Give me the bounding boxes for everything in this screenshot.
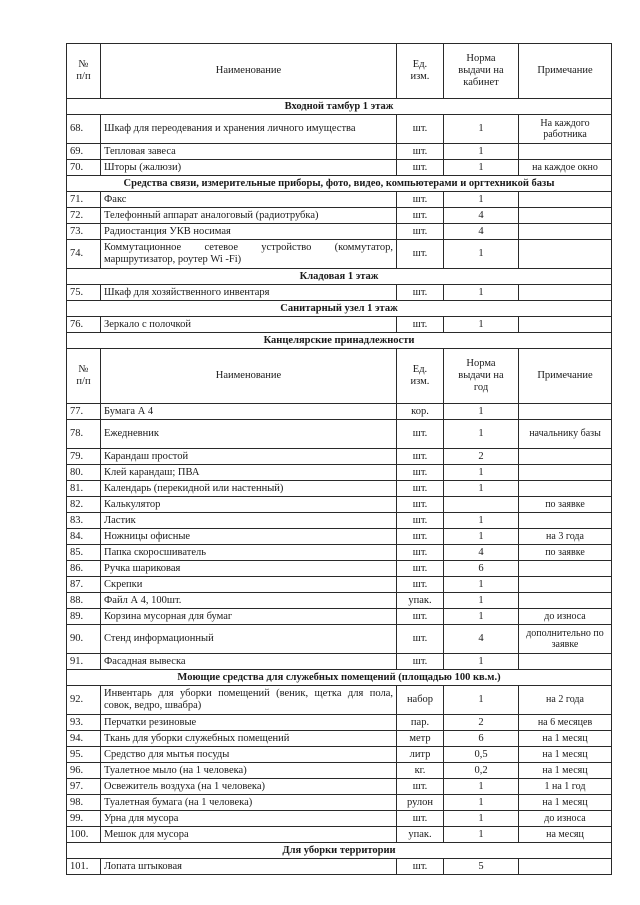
row-note: на 1 месяц bbox=[519, 731, 612, 747]
row-note bbox=[519, 240, 612, 269]
row-name: Календарь (перекидной или настенный) bbox=[101, 481, 397, 497]
row-name: Телефонный аппарат аналоговый (радиотрубка) bbox=[101, 208, 397, 224]
row-num: 83. bbox=[67, 513, 101, 529]
row-num: 96. bbox=[67, 763, 101, 779]
section-row bbox=[67, 843, 612, 859]
row-num: 78. bbox=[67, 420, 101, 449]
header-name: Наименование bbox=[101, 44, 397, 99]
row-norm: 1 bbox=[444, 795, 519, 811]
table-row bbox=[67, 593, 612, 609]
row-norm: 1 bbox=[444, 160, 519, 176]
row-norm: 0,2 bbox=[444, 763, 519, 779]
row-num: 93. bbox=[67, 715, 101, 731]
row-name: Шторы (жалюзи) bbox=[101, 160, 397, 176]
row-norm: 4 bbox=[444, 625, 519, 654]
row-unit: шт. bbox=[397, 449, 444, 465]
row-note: до износа bbox=[519, 609, 612, 625]
section-row bbox=[67, 99, 612, 115]
row-unit: кг. bbox=[397, 763, 444, 779]
table-row bbox=[67, 513, 612, 529]
row-unit: литр bbox=[397, 747, 444, 763]
row-note: на 3 года bbox=[519, 529, 612, 545]
table-row bbox=[67, 481, 612, 497]
row-norm: 1 bbox=[444, 529, 519, 545]
table-row bbox=[67, 747, 612, 763]
section-row bbox=[67, 176, 612, 192]
row-note bbox=[519, 144, 612, 160]
table-row bbox=[67, 545, 612, 561]
row-unit: шт. bbox=[397, 208, 444, 224]
row-note bbox=[519, 224, 612, 240]
row-name: Скрепки bbox=[101, 577, 397, 593]
row-num: 70. bbox=[67, 160, 101, 176]
table-row bbox=[67, 654, 612, 670]
row-unit: упак. bbox=[397, 827, 444, 843]
row-note: на 2 года bbox=[519, 686, 612, 715]
row-name: Мешок для мусора bbox=[101, 827, 397, 843]
row-num: 100. bbox=[67, 827, 101, 843]
table-row bbox=[67, 240, 612, 269]
row-name: Ластик bbox=[101, 513, 397, 529]
header-num: № п/п bbox=[67, 349, 101, 404]
row-num: 71. bbox=[67, 192, 101, 208]
table-row bbox=[67, 859, 612, 875]
table-row bbox=[67, 731, 612, 747]
header-norm: Норма выдачи на год bbox=[444, 349, 519, 404]
table-row bbox=[67, 763, 612, 779]
table-row bbox=[67, 115, 612, 144]
row-unit: кор. bbox=[397, 404, 444, 420]
table-row bbox=[67, 192, 612, 208]
row-unit: шт. bbox=[397, 654, 444, 670]
table-row bbox=[67, 686, 612, 715]
table-row bbox=[67, 497, 612, 513]
row-num: 89. bbox=[67, 609, 101, 625]
row-name: Урна для мусора bbox=[101, 811, 397, 827]
table-row bbox=[67, 715, 612, 731]
row-name: Ножницы офисные bbox=[101, 529, 397, 545]
row-unit: шт. bbox=[397, 577, 444, 593]
inventory-table bbox=[66, 43, 612, 875]
row-unit: набор bbox=[397, 686, 444, 715]
row-name: Перчатки резиновые bbox=[101, 715, 397, 731]
row-num: 99. bbox=[67, 811, 101, 827]
table-row bbox=[67, 779, 612, 795]
row-name: Ручка шариковая bbox=[101, 561, 397, 577]
row-name: Файл А 4, 100шт. bbox=[101, 593, 397, 609]
row-name: Бумага А 4 bbox=[101, 404, 397, 420]
row-unit: шт. bbox=[397, 513, 444, 529]
row-num: 97. bbox=[67, 779, 101, 795]
table-row bbox=[67, 529, 612, 545]
row-norm: 1 bbox=[444, 240, 519, 269]
row-num: 80. bbox=[67, 465, 101, 481]
row-note bbox=[519, 577, 612, 593]
row-note bbox=[519, 208, 612, 224]
row-note: до износа bbox=[519, 811, 612, 827]
table-row bbox=[67, 465, 612, 481]
header-note: Примечание bbox=[519, 349, 612, 404]
row-name: Инвентарь для уборки помещений (веник, щетка для пола, совок, ведро, швабра) bbox=[101, 686, 397, 715]
row-unit: шт. bbox=[397, 317, 444, 333]
row-norm: 1 bbox=[444, 317, 519, 333]
row-unit: шт. bbox=[397, 465, 444, 481]
section-row bbox=[67, 333, 612, 349]
row-norm: 1 bbox=[444, 609, 519, 625]
row-num: 73. bbox=[67, 224, 101, 240]
table-row bbox=[67, 561, 612, 577]
row-norm: 2 bbox=[444, 715, 519, 731]
row-norm: 4 bbox=[444, 224, 519, 240]
row-norm: 4 bbox=[444, 545, 519, 561]
row-note: по заявке bbox=[519, 545, 612, 561]
row-name: Папка скоросшиватель bbox=[101, 545, 397, 561]
row-note: на 1 месяц bbox=[519, 763, 612, 779]
header-name: Наименование bbox=[101, 349, 397, 404]
row-note: на 1 месяц bbox=[519, 747, 612, 763]
row-unit: шт. bbox=[397, 115, 444, 144]
table-row bbox=[67, 609, 612, 625]
table-header-row bbox=[67, 44, 612, 99]
row-norm: 5 bbox=[444, 859, 519, 875]
table-row bbox=[67, 285, 612, 301]
row-num: 95. bbox=[67, 747, 101, 763]
row-note bbox=[519, 317, 612, 333]
row-norm: 1 bbox=[444, 465, 519, 481]
table-row bbox=[67, 449, 612, 465]
row-name: Коммутационное сетевое устройство (коммутатор, маршрутизатор, роутер Wi -Fi) bbox=[101, 240, 397, 269]
table-row bbox=[67, 160, 612, 176]
row-name: Корзина мусорная для бумаг bbox=[101, 609, 397, 625]
row-unit: шт. bbox=[397, 859, 444, 875]
row-norm: 1 bbox=[444, 404, 519, 420]
row-num: 84. bbox=[67, 529, 101, 545]
row-norm: 1 bbox=[444, 811, 519, 827]
row-note bbox=[519, 859, 612, 875]
row-norm: 1 bbox=[444, 420, 519, 449]
table-row bbox=[67, 404, 612, 420]
row-num: 68. bbox=[67, 115, 101, 144]
header-unit: Ед. изм. bbox=[397, 44, 444, 99]
row-note: по заявке bbox=[519, 497, 612, 513]
row-unit: шт. bbox=[397, 561, 444, 577]
row-unit: рулон bbox=[397, 795, 444, 811]
row-note bbox=[519, 449, 612, 465]
row-norm: 1 bbox=[444, 593, 519, 609]
row-name: Факс bbox=[101, 192, 397, 208]
row-unit: шт. bbox=[397, 420, 444, 449]
row-unit: шт. bbox=[397, 285, 444, 301]
row-num: 90. bbox=[67, 625, 101, 654]
row-unit: шт. bbox=[397, 224, 444, 240]
row-norm: 1 bbox=[444, 481, 519, 497]
section-row bbox=[67, 269, 612, 285]
section-title: Для уборки территории bbox=[67, 843, 612, 859]
row-num: 94. bbox=[67, 731, 101, 747]
row-unit: шт. bbox=[397, 481, 444, 497]
row-note: дополнительно по заявке bbox=[519, 625, 612, 654]
row-note bbox=[519, 654, 612, 670]
row-unit: шт. bbox=[397, 625, 444, 654]
section-row bbox=[67, 670, 612, 686]
table-row bbox=[67, 827, 612, 843]
section-row bbox=[67, 301, 612, 317]
row-name: Шкаф для переодевания и хранения личного имущества bbox=[101, 115, 397, 144]
row-norm: 1 bbox=[444, 115, 519, 144]
row-name: Ткань для уборки служебных помещений bbox=[101, 731, 397, 747]
row-note bbox=[519, 465, 612, 481]
header-unit: Ед. изм. bbox=[397, 349, 444, 404]
row-unit: шт. bbox=[397, 192, 444, 208]
row-unit: пар. bbox=[397, 715, 444, 731]
row-name: Тепловая завеса bbox=[101, 144, 397, 160]
row-num: 74. bbox=[67, 240, 101, 269]
table-row bbox=[67, 811, 612, 827]
row-num: 101. bbox=[67, 859, 101, 875]
row-num: 92. bbox=[67, 686, 101, 715]
section-title: Моющие средства для служебных помещений (площадью 100 кв.м.) bbox=[67, 670, 612, 686]
row-norm: 1 bbox=[444, 654, 519, 670]
row-norm: 1 bbox=[444, 285, 519, 301]
header-num: № п/п bbox=[67, 44, 101, 99]
row-norm: 1 bbox=[444, 779, 519, 795]
row-unit: шт. bbox=[397, 609, 444, 625]
table-row bbox=[67, 420, 612, 449]
row-unit: шт. bbox=[397, 497, 444, 513]
row-norm: 0,5 bbox=[444, 747, 519, 763]
row-name: Клей карандаш; ПВА bbox=[101, 465, 397, 481]
row-note: На каждого работника bbox=[519, 115, 612, 144]
row-norm: 1 bbox=[444, 577, 519, 593]
row-norm: 1 bbox=[444, 827, 519, 843]
row-note bbox=[519, 192, 612, 208]
row-name: Туалетная бумага (на 1 человека) bbox=[101, 795, 397, 811]
row-num: 77. bbox=[67, 404, 101, 420]
header-norm: Норма выдачи на кабинет bbox=[444, 44, 519, 99]
row-norm: 1 bbox=[444, 144, 519, 160]
row-name: Туалетное мыло (на 1 человека) bbox=[101, 763, 397, 779]
table-row bbox=[67, 795, 612, 811]
row-num: 88. bbox=[67, 593, 101, 609]
row-name: Калькулятор bbox=[101, 497, 397, 513]
table-row bbox=[67, 144, 612, 160]
row-unit: шт. bbox=[397, 779, 444, 795]
row-note: на 1 месяц bbox=[519, 795, 612, 811]
row-note bbox=[519, 481, 612, 497]
row-unit: шт. bbox=[397, 545, 444, 561]
table-row bbox=[67, 317, 612, 333]
row-unit: шт. bbox=[397, 811, 444, 827]
row-note bbox=[519, 404, 612, 420]
row-note: на месяц bbox=[519, 827, 612, 843]
row-num: 91. bbox=[67, 654, 101, 670]
row-num: 81. bbox=[67, 481, 101, 497]
row-name: Радиостанция УКВ носимая bbox=[101, 224, 397, 240]
row-norm: 6 bbox=[444, 561, 519, 577]
table-row bbox=[67, 625, 612, 654]
row-num: 79. bbox=[67, 449, 101, 465]
row-unit: шт. bbox=[397, 160, 444, 176]
section-title: Средства связи, измерительные приборы, фото, видео, компьютерами и оргтехникой базы bbox=[67, 176, 612, 192]
row-num: 87. bbox=[67, 577, 101, 593]
row-num: 85. bbox=[67, 545, 101, 561]
row-name: Карандаш простой bbox=[101, 449, 397, 465]
table-row bbox=[67, 577, 612, 593]
row-name: Шкаф для хозяйственного инвентаря bbox=[101, 285, 397, 301]
row-note bbox=[519, 593, 612, 609]
table-row bbox=[67, 224, 612, 240]
row-name: Зеркало с полочкой bbox=[101, 317, 397, 333]
row-note: на 6 месяцев bbox=[519, 715, 612, 731]
row-norm: 4 bbox=[444, 208, 519, 224]
row-num: 69. bbox=[67, 144, 101, 160]
row-note: 1 на 1 год bbox=[519, 779, 612, 795]
row-norm: 2 bbox=[444, 449, 519, 465]
table-row bbox=[67, 208, 612, 224]
row-norm: 1 bbox=[444, 192, 519, 208]
row-name: Средство для мытья посуды bbox=[101, 747, 397, 763]
row-num: 72. bbox=[67, 208, 101, 224]
row-num: 75. bbox=[67, 285, 101, 301]
row-name: Освежитель воздуха (на 1 человека) bbox=[101, 779, 397, 795]
row-norm: 6 bbox=[444, 731, 519, 747]
row-num: 82. bbox=[67, 497, 101, 513]
section-title: Санитарный узел 1 этаж bbox=[67, 301, 612, 317]
row-unit: шт. bbox=[397, 144, 444, 160]
row-unit: метр bbox=[397, 731, 444, 747]
row-note bbox=[519, 513, 612, 529]
table-header-row bbox=[67, 349, 612, 404]
section-title: Входной тамбур 1 этаж bbox=[67, 99, 612, 115]
row-name: Фасадная вывеска bbox=[101, 654, 397, 670]
row-num: 76. bbox=[67, 317, 101, 333]
row-num: 98. bbox=[67, 795, 101, 811]
row-unit: упак. bbox=[397, 593, 444, 609]
section-title: Канцелярские принадлежности bbox=[67, 333, 612, 349]
row-name: Ежедневник bbox=[101, 420, 397, 449]
row-note bbox=[519, 561, 612, 577]
row-note: начальнику базы bbox=[519, 420, 612, 449]
row-unit: шт. bbox=[397, 529, 444, 545]
row-note: на каждое окно bbox=[519, 160, 612, 176]
row-norm bbox=[444, 497, 519, 513]
section-title: Кладовая 1 этаж bbox=[67, 269, 612, 285]
row-name: Лопата штыковая bbox=[101, 859, 397, 875]
row-norm: 1 bbox=[444, 513, 519, 529]
header-note: Примечание bbox=[519, 44, 612, 99]
row-norm: 1 bbox=[444, 686, 519, 715]
row-num: 86. bbox=[67, 561, 101, 577]
row-name: Стенд информационный bbox=[101, 625, 397, 654]
row-unit: шт. bbox=[397, 240, 444, 269]
row-note bbox=[519, 285, 612, 301]
